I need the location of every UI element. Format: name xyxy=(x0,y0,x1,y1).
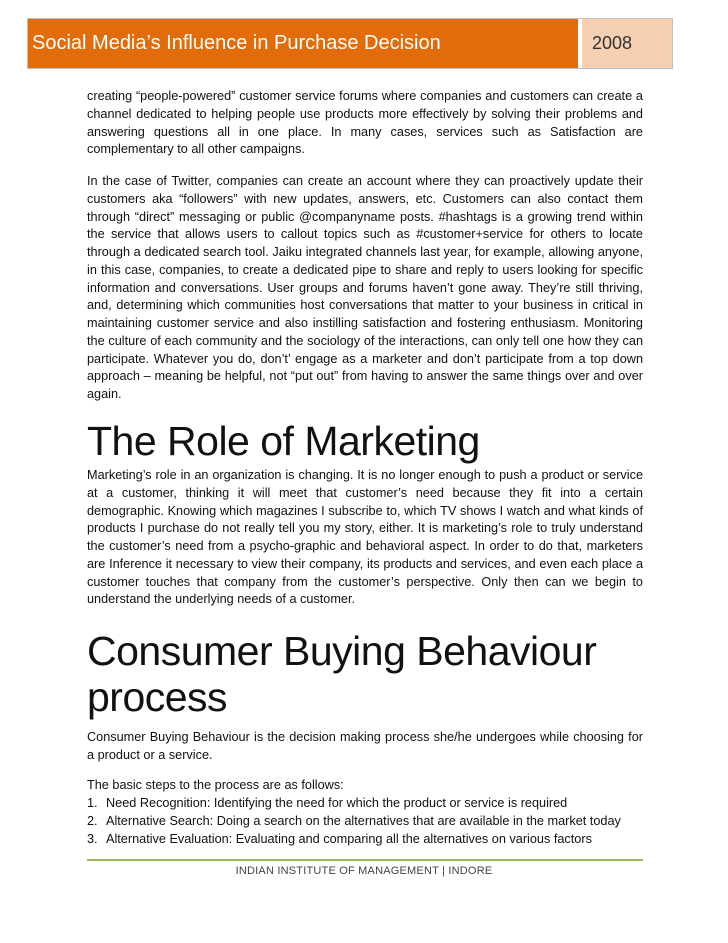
section-role-of-marketing xyxy=(87,418,643,464)
running-footer: INDIAN INSTITUTE OF MANAGEMENT | INDORE xyxy=(235,865,493,877)
paragraph-buying-behaviour xyxy=(87,729,643,765)
header-title: Social Media’s Influence in Purchase Decision xyxy=(28,19,582,68)
list-text: Need Recognition: Identifying the need for which the product or service is required xyxy=(106,796,568,810)
list-number: 2. xyxy=(87,813,98,828)
paragraph-basic-steps xyxy=(87,777,643,795)
paragraph-twitter xyxy=(87,173,643,404)
body-paragraph: Consumer Buying Behaviour is the decision making process she/he undergoes while choosing for a product or a service. xyxy=(87,730,643,762)
section-heading: Consumer Buying Behaviour process xyxy=(87,628,597,720)
body-paragraph: Marketing’s role in an organization is changing. It is no longer enough to push a product or service at a customer, thinking it will meet that customer’s need because they fit into a certain demographic. Knowing which magazines I subscribe to, which TV shows I watch and what kinds of products I purchase do not really tell you my story, either. It is marketing’s role to truly understand the customer’s need from a psycho-graphic and behavioral aspect. In order to do that, marketers are Inference it necessary to view their company, its products and services, and even each place a customer touches that company from the customer’s perspective. Only then can we begin to understand the underlying needs of a customer. xyxy=(87,468,643,607)
list-item xyxy=(87,831,643,849)
section-consumer-buying xyxy=(87,628,643,720)
list-text: Alternative Evaluation: Evaluating and comparing all the alternatives on various factors xyxy=(106,831,592,846)
paragraph-marketing xyxy=(87,467,643,609)
list-text: Alternative Search: Doing a search on the alternatives that are available in the market today xyxy=(106,813,621,828)
paragraph-forums xyxy=(87,88,643,159)
body-paragraph: The basic steps to the process are as follows: xyxy=(87,778,344,792)
steps-list xyxy=(87,795,643,848)
header-year: 2008 xyxy=(582,19,672,68)
footer-divider xyxy=(87,859,643,861)
list-number: 3. xyxy=(87,831,98,846)
list-item xyxy=(87,813,643,831)
list-number: 1. xyxy=(87,796,98,810)
section-heading: The Role of Marketing xyxy=(87,418,480,464)
body-paragraph: In the case of Twitter, companies can create an account where they can proactively update their customers aka “followers” with new updates, answers, etc. Customers can also contact them through “direct” messaging or public @companyname posts. #hashtags is a growing trend within the service that allows users to callout topics such as #customer+service for others to locate through a dedicated search tool. Jaiku integrated channels last year, for example, allowing anyone, in this case, companies, to create a dedicated pipe to share and reply to users looking for specific information and conversations. User groups and forums haven’t gone away. They’re still thriving, and, determining which communities host conversations that matter to your business in critical in maintaining customer service and also instilling satisfaction and fostering enthusiasm. Monitoring the culture of each community and the sociology of the interactions, can only tell one how they can participate. Whatever you do, don’t’ engage as a marketer and don’t participate from a top down approach – meaning be helpful, not “put out” from having to answer the same things over and over again. xyxy=(87,174,643,401)
list-item xyxy=(87,795,643,813)
body-paragraph: creating “people-powered” customer service forums where companies and customers can create a channel dedicated to helping people use products more effectively by solving their problems and answering questions all in one place. In many cases, services such as Satisfaction are complementary to all other campaigns. xyxy=(87,89,643,157)
running-header xyxy=(27,18,673,69)
